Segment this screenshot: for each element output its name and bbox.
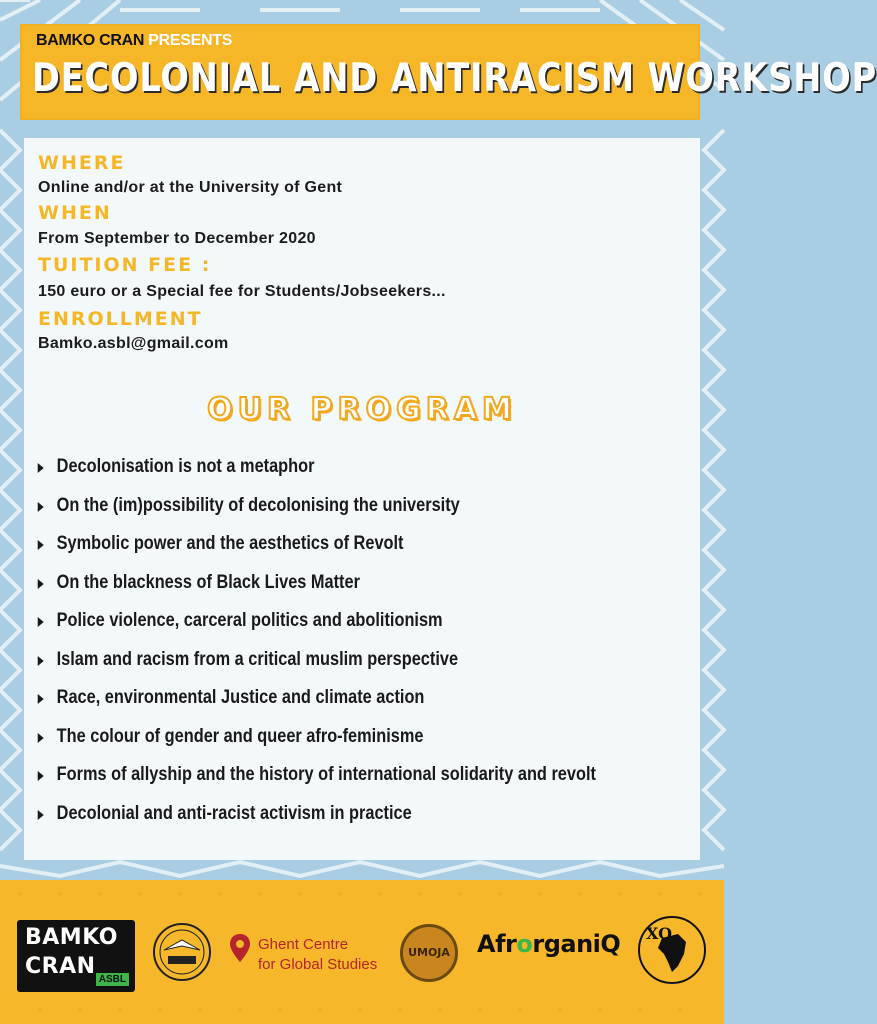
program-item-text: Islam and racism from a critical muslim perspective xyxy=(56,648,459,670)
enrollment-label: ENROLLMENT xyxy=(38,308,203,330)
program-item-text: Symbolic power and the aesthetics of Revolt xyxy=(56,533,404,554)
program-item xyxy=(36,533,596,572)
bullet-triangle-icon xyxy=(38,502,44,512)
bullet-triangle-icon xyxy=(38,656,44,666)
afro-part-a: Afr xyxy=(477,930,517,958)
when-value: From September to December 2020 xyxy=(38,230,316,247)
bullet-triangle-icon xyxy=(38,540,44,550)
program-item-text: On the blackness of Black Lives Matter xyxy=(56,571,360,593)
program-item xyxy=(36,649,596,688)
bullet-triangle-icon xyxy=(38,579,44,589)
program-item xyxy=(36,495,596,534)
when-label: WHEN xyxy=(38,202,112,224)
bullet-triangle-icon xyxy=(38,771,44,781)
afro-part-o: o xyxy=(516,930,533,958)
bullet-triangle-icon xyxy=(38,694,44,704)
workshop-title: DECOLONIAL AND ANTIRACISM WORKSHOP xyxy=(32,56,877,101)
umoja-text: UMOJA xyxy=(408,946,450,959)
afro-part-b: rganiQ xyxy=(532,930,621,958)
program-item xyxy=(36,456,596,495)
enrollment-email: Bamko.asbl@gmail.com xyxy=(38,335,229,352)
program-list xyxy=(36,456,687,841)
fee-value: 150 euro or a Special fee for Students/Jobseekers... xyxy=(38,283,446,300)
location-pin-icon xyxy=(230,934,250,962)
program-item-text: On the (im)possibility of decolonising the university xyxy=(56,494,460,516)
ghent-line2: for Global Studies xyxy=(258,956,378,973)
content-panel xyxy=(24,138,700,860)
program-item xyxy=(36,803,596,842)
bamko-logo-line1: BAMKO xyxy=(25,925,118,950)
where-value: Online and/or at the University of Gent xyxy=(38,179,343,196)
where-label: WHERE xyxy=(38,152,126,174)
xo-africa-logo xyxy=(638,916,706,984)
bullet-triangle-icon xyxy=(38,733,44,743)
presenter-line xyxy=(36,32,232,50)
bamko-asbl-tag: ASBL xyxy=(96,973,129,986)
ghent-line1: Ghent Centre xyxy=(258,936,349,953)
program-item-text: Forms of allyship and the history of international solidarity and revolt xyxy=(56,764,596,785)
partner-footer xyxy=(0,880,724,1024)
bullet-triangle-icon xyxy=(38,463,44,473)
umoja-logo xyxy=(400,924,458,982)
afrorganiq-logo xyxy=(477,930,620,958)
bullet-triangle-icon xyxy=(38,617,44,627)
fee-label: TUITION FEE : xyxy=(38,254,212,276)
program-item xyxy=(36,572,596,611)
presents-word: PRESENTS xyxy=(148,32,233,49)
ghent-centre-logo xyxy=(230,930,400,980)
program-item xyxy=(36,726,596,765)
program-item-text: Race, environmental Justice and climate action xyxy=(56,687,425,708)
bullet-triangle-icon xyxy=(38,810,44,820)
program-title: OUR PROGRAM xyxy=(207,392,517,427)
bamko-logo-line2: CRAN xyxy=(25,954,96,979)
program-item xyxy=(36,610,596,649)
xo-text: XO xyxy=(646,924,673,943)
kilalo-emblem-logo xyxy=(152,922,212,982)
program-item-text: Police violence, carceral politics and abolitionism xyxy=(56,610,443,631)
presenter-name: BAMKO CRAN xyxy=(36,32,145,49)
bamko-cran-logo xyxy=(17,920,135,992)
program-item-text: Decolonial and anti-racist activism in practice xyxy=(56,802,412,824)
program-item-text: The colour of gender and queer afro-feminisme xyxy=(56,725,424,747)
program-item-text: Decolonisation is not a metaphor xyxy=(56,456,315,477)
header-banner xyxy=(22,26,877,118)
program-item xyxy=(36,764,596,803)
program-item xyxy=(36,687,596,726)
